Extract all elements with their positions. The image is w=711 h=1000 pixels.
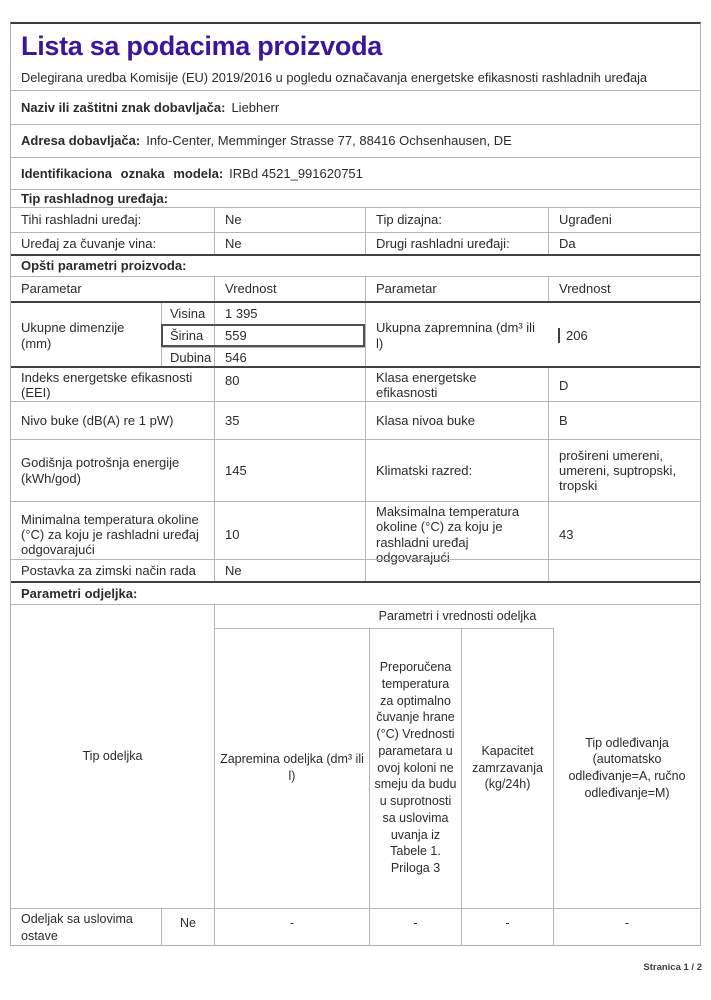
compartment-value: - [214, 908, 369, 946]
param-value: 10 [214, 502, 365, 567]
table-row [11, 207, 700, 232]
param-label: Uređaj za čuvanje vina: [21, 235, 157, 251]
title-block [11, 24, 700, 90]
param-label: Klasa nivoa buke [365, 402, 548, 439]
param-label: Nivo buke (dB(A) re 1 pW) [21, 412, 174, 428]
compartment-row-label: Odeljak sa uslovima ostave [11, 908, 161, 946]
column-header: Kapacitet zamrzavanja (kg/24h) [461, 628, 553, 908]
param-value: 80 [214, 368, 365, 403]
param-label: Indeks energetske efikasnosti (EEI) [21, 370, 193, 401]
compartment-value: - [553, 908, 700, 946]
dimensions-label: Ukupne dimenzije (mm) [21, 320, 125, 351]
dimension-value: 1 395 [214, 303, 365, 324]
total-volume-label: Ukupna zapremnina (dm³ ili l) [365, 303, 548, 368]
supplier-address-label: Adresa dobavljača: [21, 133, 141, 149]
model-id-value: IRBd 4521_991620751 [229, 165, 363, 181]
table-row [11, 366, 700, 401]
param-label: Klimatski razred: [365, 440, 548, 501]
table-row [11, 559, 700, 581]
column-header: Zapremina odeljka (dm³ ili l) [214, 628, 369, 908]
param-label: Godišnja potrošnja energije (kWh/god) [21, 455, 180, 486]
param-value: Ne [214, 233, 365, 254]
model-id-row [11, 157, 700, 189]
column-header: Parametar [365, 277, 548, 301]
param-label: Maksimalna temperatura okoline (°C) za koju je rashladni uređaj odgovarajući [365, 502, 548, 567]
table-row [11, 501, 700, 565]
column-header: Parametar [21, 281, 82, 297]
supplier-address-row [11, 124, 700, 157]
param-label: Drugi rashladni uređaji: [365, 233, 548, 254]
column-header: Vrednost [214, 277, 365, 301]
column-header-row [11, 276, 700, 301]
section-heading-compartments: Parametri odjeljka: [11, 581, 700, 604]
param-label [365, 560, 548, 581]
dimension-name: Širina [161, 324, 214, 347]
dimension-name: Dubina [161, 347, 214, 368]
column-header: Preporučena temperatura za optimalno čuvanje hrane (°C) Vrednosti parametara u ovoj koloni ne smeju da budu u suprotnosti sa uslovima uvanja iz Tabele 1. Priloga 3 [369, 628, 461, 908]
page-title: Lista sa podacima proizvoda [21, 31, 383, 61]
param-value [548, 560, 700, 581]
param-value: Ne [214, 208, 365, 232]
group-header: Parametri i vrednosti odeljka [214, 605, 700, 628]
model-id-label: Identifikaciona oznaka modela: [21, 165, 224, 181]
param-value: B [548, 402, 700, 439]
supplier-address-value: Info-Center, Memminger Strasse 77, 88416 Ochsenhausen, DE [146, 133, 512, 149]
param-value: Ugrađeni [548, 208, 700, 232]
page-subtitle: Delegirana uredba Komisije (EU) 2019/2016 u pogledu označavanja energetske efikasnosti rashladnih uređaja [21, 69, 648, 85]
param-value: 145 [214, 440, 365, 501]
compartment-value: - [369, 908, 461, 946]
supplier-name-value: Liebherr [231, 99, 280, 115]
section-heading-general: Opšti parametri proizvoda: [11, 254, 700, 276]
param-value: prošireni umereni, umereni, suptropski, tropski [548, 440, 700, 501]
table-row [11, 401, 700, 439]
param-value: Da [548, 233, 700, 254]
compartment-flag: Ne [161, 908, 214, 946]
compartment-type-header: Tip odeljka [82, 749, 143, 764]
dimension-value: 546 [214, 347, 365, 368]
total-volume-value: 206 [548, 303, 700, 368]
column-header: Tip odleđivanja (automatsko odleđivanje=A, ručno odleđivanje=M) [553, 628, 700, 908]
product-fiche-table [10, 22, 701, 946]
param-label: Postavka za zimski način rada [21, 562, 196, 578]
dimension-name: Visina [161, 303, 214, 324]
param-label: Tihi rashladni uređaj: [21, 212, 142, 228]
supplier-name-row [11, 90, 700, 124]
param-value: Ne [214, 560, 365, 581]
section-heading-type: Tip rashladnog uređaja: [11, 189, 700, 207]
param-label: Minimalna temperatura okoline (°C) za koju je rashladni uređaj odgovarajući [21, 511, 199, 558]
param-value: 43 [548, 502, 700, 567]
group-header-underline [214, 628, 553, 629]
dimension-value: 559 [214, 324, 365, 347]
compartment-value: - [461, 908, 553, 946]
dimensions-block [11, 301, 700, 366]
table-row [11, 232, 700, 254]
text-cursor [558, 328, 560, 343]
column-header: Vrednost [548, 277, 700, 301]
compartments-table [11, 604, 700, 945]
param-label: Tip dizajna: [365, 208, 548, 232]
param-value: D [548, 368, 700, 403]
param-label: Klasa energetske efikasnosti [365, 368, 548, 403]
param-value: 35 [214, 402, 365, 439]
supplier-name-label: Naziv ili zaštitni znak dobavljača: [21, 99, 226, 115]
page-number: Stranica 1 / 2 [643, 962, 702, 973]
table-row [11, 439, 700, 501]
